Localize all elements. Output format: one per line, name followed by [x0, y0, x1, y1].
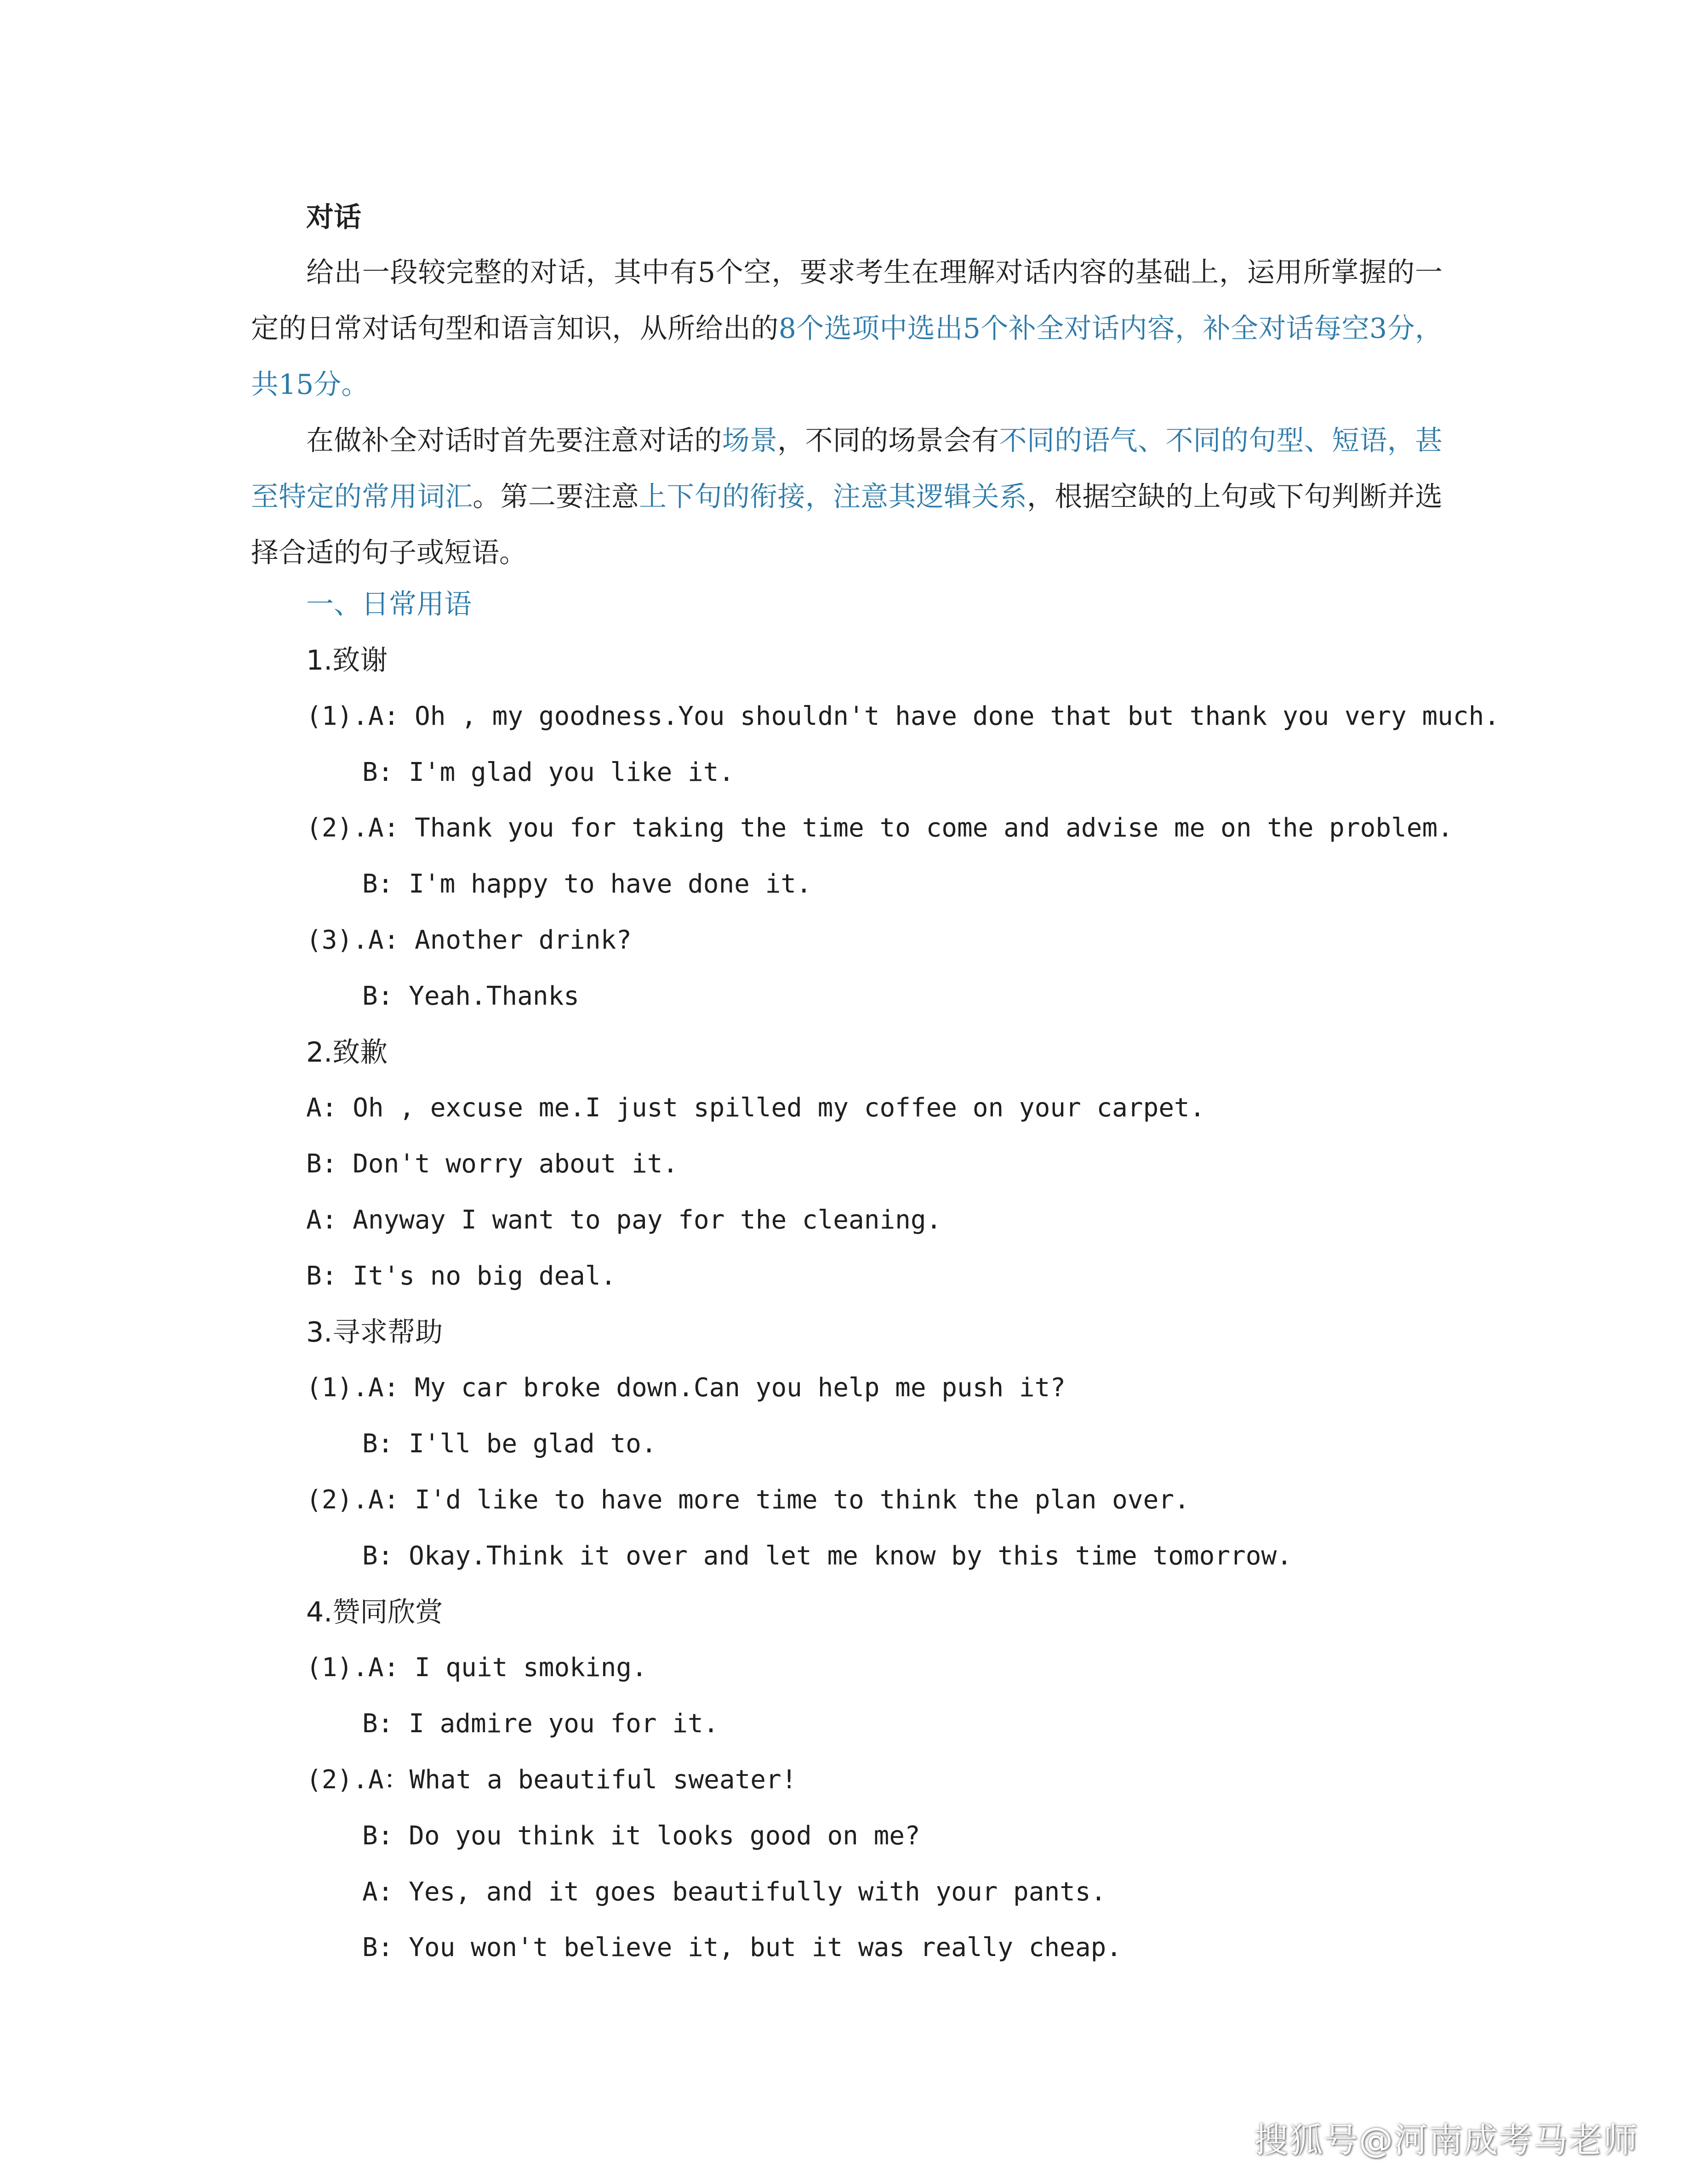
- dialogue-line: B: Don't worry about it.: [306, 1149, 679, 1179]
- tips-highlight-2: 不同的语气、不同的句型、短语，甚至特定的常用词汇: [251, 425, 1443, 513]
- dialogue-line: B: It's no big deal.: [306, 1261, 616, 1291]
- dialogue-line: (2).A: I'd like to have more time to think the plan over.: [306, 1485, 1190, 1515]
- dialogue-line: (3).A: Another drink?: [306, 925, 632, 955]
- dialogue-line: B: Okay.Think it over and let me know by this time tomorrow.: [362, 1541, 1292, 1571]
- document-title: 对话: [306, 201, 361, 233]
- dialogue-line: A: Anyway I want to pay for the cleaning.: [306, 1205, 942, 1235]
- dialogue-line: A: Oh , excuse me.I just spilled my coffee on your carpet.: [306, 1093, 1205, 1123]
- tips-highlight-3: 上下句的衔接，注意其逻辑关系: [639, 481, 1027, 513]
- watermark: 搜狐号@河南成考马老师: [1254, 2121, 1638, 2160]
- tips-paragraph: [251, 413, 1443, 581]
- dialogue-line: B: I'm glad you like it.: [362, 757, 735, 787]
- dialogue-line: B: I'll be glad to.: [362, 1429, 657, 1459]
- tips-text-2: ，不同的场景会有: [777, 425, 999, 457]
- section-heading: 一、日常用语: [306, 588, 472, 620]
- dialogue-line: (1).A: I quit smoking.: [306, 1653, 647, 1683]
- dialogue-line: (1).A: Oh , my goodness.You shouldn't have done that but thank you very much.: [306, 701, 1500, 731]
- dialogue-line: A: Yes, and it goes beautifully with your pants.: [362, 1877, 1106, 1907]
- dialogue-line: B: Do you think it looks good on me?: [362, 1821, 920, 1851]
- dialogue-line: B: Yeah.Thanks: [362, 981, 580, 1011]
- intro-highlight: 8个选项中选出5个补全对话内容，补全对话每空3分，共15分。: [251, 313, 1443, 401]
- dialogue-line: (2).A：What a beautiful sweater!: [306, 1765, 797, 1795]
- dialogue-category-heading: 2.致歉: [306, 1036, 388, 1069]
- intro-text: 给出一段较完整的对话，其中有5个空，要求考生在理解对话内容的基础上，运用所掌握的一定的日常对话句型和语言知识，从所给出的: [251, 256, 1443, 345]
- dialogue-line: B: You won't believe it, but it was really cheap.: [362, 1933, 1122, 1962]
- dialogue-line: (1).A: My car broke down.Can you help me push it?: [306, 1373, 1066, 1403]
- dialogue-line: B: I'm happy to have done it.: [362, 869, 812, 899]
- intro-paragraph: [251, 245, 1443, 413]
- dialogue-category-heading: 4.赞同欣赏: [306, 1596, 443, 1628]
- tips-text-1: 在做补全对话时首先要注意对话的: [306, 425, 722, 457]
- dialogue-category-heading: 1.致谢: [306, 644, 388, 677]
- tips-highlight-1: 场景: [722, 425, 778, 457]
- dialogue-category-heading: 3.寻求帮助: [306, 1316, 443, 1348]
- dialogue-line: (2).A: Thank you for taking the time to come and advise me on the problem.: [306, 813, 1453, 843]
- tips-text-3: 。第二要注意: [473, 481, 639, 513]
- tips-text-4: ，根据空缺的上句或下句判断并选择合适的句子或短语。: [251, 481, 1443, 569]
- dialogue-line: B: I admire you for it.: [362, 1709, 719, 1739]
